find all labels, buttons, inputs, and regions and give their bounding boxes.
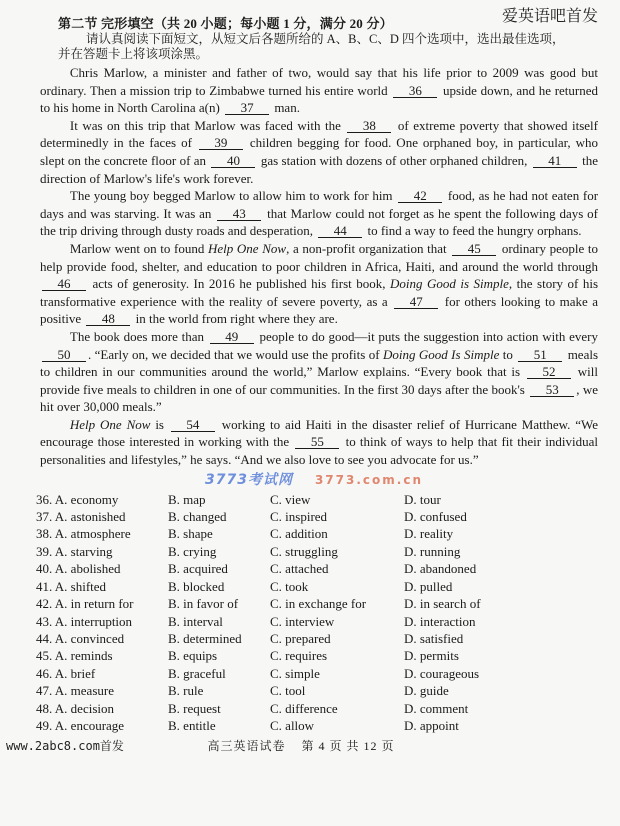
option-c: C. view: [270, 491, 311, 507]
option-row: [30, 700, 598, 717]
option-row: [30, 665, 598, 682]
text: Chris Marlow, a minister and father of two, would say that his life prior to 2009 was good but ordinary. Then a mission trip to Zimbabwe turned his entire world: [40, 65, 598, 98]
option-b: B. shape: [168, 526, 213, 542]
paragraph-5: [40, 328, 598, 416]
blank-55: 55: [295, 436, 339, 449]
option-b: B. acquired: [168, 561, 228, 577]
option-a: 42. A. in return for: [36, 596, 134, 612]
option-a: 46. A. brief: [36, 665, 96, 681]
option-b: B. crying: [168, 543, 217, 559]
option-c: C. tool: [270, 683, 306, 699]
organization-name: Help One Now: [208, 240, 287, 256]
page-footer: [201, 738, 400, 754]
option-a: 39. A. starving: [36, 543, 113, 559]
text: The book does more than: [69, 328, 204, 344]
option-b: B. rule: [168, 683, 204, 699]
blank-43: 43: [217, 208, 261, 221]
option-b: B. graceful: [168, 665, 226, 681]
text: It was on this trip that Marlow was faced with the: [69, 117, 341, 133]
paragraph-4: [40, 240, 598, 328]
option-b: B. request: [168, 700, 221, 716]
book-title: Doing Good Is Simple: [382, 346, 500, 362]
option-row: [30, 543, 598, 560]
option-a: 49. A. encourage: [36, 717, 125, 733]
option-a: 44. A. convinced: [36, 630, 125, 646]
blank-41: 41: [533, 155, 577, 168]
text: for others looking to make a positive: [40, 293, 599, 327]
text: working to aid Haiti in the disaster relief of Hurricane Matthew. “We encourage those interested in working with the: [40, 416, 599, 450]
option-d: D. tour: [404, 491, 441, 507]
option-d: D. permits: [404, 648, 459, 664]
option-d: D. abandoned: [404, 561, 477, 577]
text: , we hit over 30,000 meals.”: [40, 381, 598, 415]
blank-45: 45: [452, 243, 496, 256]
blank-47: 47: [394, 296, 438, 309]
option-a: 37. A. astonished: [36, 509, 126, 525]
option-c: C. addition: [270, 526, 328, 542]
text: is: [155, 416, 164, 432]
text: , a non-profit organization that: [286, 240, 447, 256]
option-c: C. inspired: [270, 509, 328, 525]
option-d: D. comment: [404, 700, 469, 716]
option-d: D. interaction: [404, 613, 476, 629]
text: upside down, and he returned to his home in North Carolina a(n): [40, 82, 598, 116]
blank-53: 53: [530, 384, 574, 397]
overlay-url-watermark: 3773.com.cn: [314, 472, 423, 487]
option-b: B. in favor of: [168, 596, 239, 612]
option-a: 40. A. abolished: [36, 561, 121, 577]
text: people to do good—it puts the suggestion into action with every: [259, 328, 599, 344]
text: man.: [274, 100, 300, 116]
text: The young boy begged Marlow to allow him to work for him: [69, 188, 393, 204]
option-b: B. equips: [168, 648, 218, 664]
blank-36: 36: [393, 85, 437, 98]
paragraph-1: [40, 64, 598, 117]
option-c: C. struggling: [270, 543, 338, 559]
text: to find a way to feed the hungry orphans.: [367, 223, 582, 239]
blank-48: 48: [86, 313, 130, 326]
option-c: C. interview: [270, 613, 335, 629]
blank-49: 49: [210, 331, 254, 344]
option-b: B. entitle: [168, 717, 216, 733]
option-d: D. appoint: [404, 717, 459, 733]
option-b: B. map: [168, 491, 206, 507]
option-c: C. requires: [270, 648, 328, 664]
instruction-line-1: 请认真阅读下面短文，从短文后各题所给的 A、B、C、D 四个选项中，选出最佳选项，: [86, 32, 565, 46]
organization-name: Help One Now: [69, 416, 151, 432]
bottom-row: [6, 738, 598, 754]
option-row: [30, 682, 598, 699]
blank-54: 54: [171, 419, 215, 432]
blank-37: 37: [225, 102, 269, 115]
option-d: D. reality: [404, 526, 454, 542]
exam-name: 高三英语试卷: [207, 739, 286, 754]
text: will provide five meals to children in one of our communities. In the first 30 days after the book's: [40, 364, 598, 397]
instruction-line-2: 并在答题卡上将该项涂黑。: [58, 47, 209, 61]
text: food, as he had not eaten for days and was starving. It was an: [40, 188, 599, 221]
blank-46: 46: [42, 278, 86, 291]
text: meals to children in our communities around the world,” Marlow explains. “Every book that is: [40, 346, 599, 380]
blank-42: 42: [398, 190, 442, 203]
option-b: B. changed: [168, 509, 227, 525]
option-row: [30, 525, 598, 542]
option-a: 48. A. decision: [36, 700, 114, 716]
text: gas station with dozens of other orphaned children,: [260, 152, 528, 168]
watermark-row: [30, 471, 598, 489]
page-info: 第 4 页 共 12 页: [301, 739, 395, 754]
paragraph-3: [40, 187, 598, 240]
text: Marlow went on to found: [69, 240, 205, 256]
option-d: D. running: [404, 543, 461, 559]
blank-44: 44: [318, 225, 362, 238]
option-a: 36. A. economy: [36, 491, 119, 507]
option-c: C. allow: [270, 717, 315, 733]
option-a: 41. A. shifted: [36, 578, 107, 594]
paragraph-6: [40, 416, 598, 469]
text: that Marlow could not forget as he spent the following days of the trip driving through dusty roads and desperation,: [40, 205, 598, 239]
text: of extreme poverty that showed itself determinedly in the faces of: [40, 117, 598, 151]
option-row: [30, 491, 598, 508]
option-b: B. interval: [168, 613, 223, 629]
blank-39: 39: [199, 137, 243, 150]
blank-50: 50: [42, 349, 86, 362]
option-c: C. simple: [270, 665, 320, 681]
blank-51: 51: [518, 349, 562, 362]
site-watermark: www.2abc8.com首发: [6, 739, 124, 754]
option-row: [30, 630, 598, 647]
option-row: [30, 595, 598, 612]
cloze-passage: [30, 64, 598, 469]
option-row: [30, 647, 598, 664]
option-c: C. prepared: [270, 630, 331, 646]
option-row: [30, 560, 598, 577]
option-d: D. confused: [404, 509, 467, 525]
option-a: 47. A. measure: [36, 683, 114, 699]
option-row: [30, 613, 598, 630]
option-row: [30, 717, 598, 734]
text: children begging for food. One orphaned boy, in particular, who slept on the concrete floor of an: [40, 135, 599, 168]
text: , the story of his transformative experience with the reality of severe poverty, as a: [40, 276, 599, 309]
option-a: 43. A. interruption: [36, 613, 133, 629]
option-d: D. pulled: [404, 578, 453, 594]
text: to: [502, 346, 513, 362]
blank-40: 40: [211, 155, 255, 168]
text: acts of generosity. In 2016 he published his first book,: [92, 276, 386, 292]
text: to think of ways to help that fit their individual personalities and lifestyles,” he says. “And we also love to see you advocate for us.”: [40, 434, 599, 468]
option-b: B. determined: [168, 630, 242, 646]
overlay-logo-watermark: 3773考试网: [204, 471, 293, 488]
option-d: D. courageous: [404, 665, 480, 681]
option-d: D. guide: [404, 683, 449, 699]
text: ordinary people to help provide food, shelter, and education to poor children in Africa, Haiti, and around the world through: [40, 240, 599, 274]
text: in the world from right where they are.: [135, 311, 338, 327]
option-row: [30, 508, 598, 525]
paragraph-2: [40, 117, 598, 187]
option-d: D. satisfied: [404, 630, 464, 646]
top-watermark: 爱英语吧首发: [501, 6, 598, 25]
header-row: [30, 6, 598, 32]
option-c: C. took: [270, 578, 309, 594]
option-d: D. in search of: [404, 596, 481, 612]
option-row: [30, 578, 598, 595]
section-title: 第二节 完形填空（共 20 小题；每小题 1 分，满分 20 分）: [58, 16, 393, 31]
option-a: 38. A. atmosphere: [36, 526, 131, 542]
option-c: C. in exchange for: [270, 596, 367, 612]
option-b: B. blocked: [168, 578, 225, 594]
option-c: C. attached: [270, 561, 329, 577]
text: the direction of Marlow's life's work forever.: [40, 152, 599, 186]
option-c: C. difference: [270, 700, 338, 716]
blank-52: 52: [527, 366, 571, 379]
option-a: 45. A. reminds: [36, 648, 113, 664]
answer-options: [30, 491, 598, 735]
book-title: Doing Good is Simple: [390, 276, 509, 292]
blank-38: 38: [347, 120, 391, 133]
text: . “Early on, we decided that we would use the profits of: [88, 346, 380, 362]
